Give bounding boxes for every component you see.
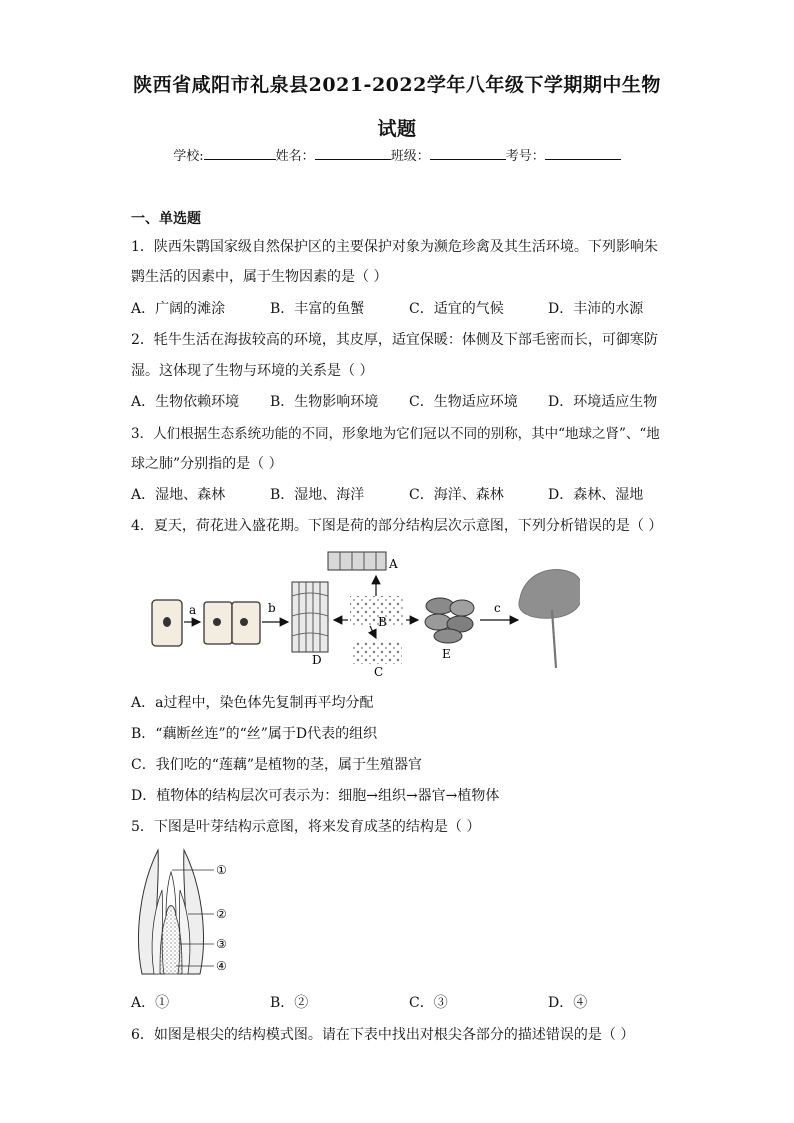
q5-option-c: C．③: [409, 995, 448, 1011]
arrow-to-c: [370, 626, 376, 638]
label-c-upper: C: [374, 665, 384, 679]
q5-option-a: A．①: [131, 995, 170, 1011]
name-label: 姓名：: [275, 149, 315, 164]
tissue-c-drawing: [352, 642, 402, 664]
school-blank: [204, 147, 276, 160]
q2-option-a: A．生物依赖环境: [131, 394, 240, 410]
label-b-upper: B: [378, 615, 387, 629]
label-c: c: [494, 601, 501, 615]
q2-option-d: D．环境适应生物: [548, 394, 658, 410]
q5-stem: 5．下图是叶芽结构示意图，将来发育成茎的结构是（ ）: [131, 819, 481, 835]
q2-option-c: C．生物适应环境: [409, 394, 518, 410]
q1-stem-line1: 1．陕西朱鹮国家级自然保护区的主要保护对象为濒危珍禽及其生活环境。下列影响朱: [131, 239, 658, 255]
q4-stem: 4．夏天，荷花进入盛花期。下图是荷的部分结构层次示意图，下列分析错误的是（ ）: [131, 518, 663, 534]
label-a: a: [189, 603, 197, 617]
label-b: b: [268, 601, 276, 615]
q2-stem-line1: 2．牦牛生活在海拔较高的环境，其皮厚，适宜保暖：体侧及下部毛密而长，可御寒防: [131, 332, 658, 348]
divided-cells-drawing: [204, 602, 260, 644]
exam-title-line1: 陕西省咸阳市礼泉县2021-2022学年八年级下学期期中生物: [133, 74, 661, 96]
q5-option-b: B．②: [270, 995, 309, 1011]
school-label: 学校:: [173, 149, 204, 164]
name-blank: [315, 147, 391, 160]
bud-label-4: ④: [216, 959, 227, 973]
q1-stem-line2: 鹮生活的因素中，属于生物因素的是（ ）: [131, 269, 388, 285]
q5-option-d: D．④: [548, 995, 588, 1011]
q3-stem-line1: 3．人们根据生态系统功能的不同，形象地为它们冠以不同的别称，其中“地球之肾”、“地: [131, 426, 660, 442]
q2-option-b: B．生物影响环境: [270, 394, 379, 410]
bud-label-1: ①: [216, 863, 227, 877]
exam-no-label: 考号：: [505, 149, 545, 164]
class-blank: [430, 147, 506, 160]
tissue-b-drawing: [350, 596, 404, 626]
q1-option-c: C．适宜的气候: [409, 301, 504, 317]
single-cell-drawing: [152, 600, 182, 646]
q4-option-d: D．植物体的结构层次可表示为：细胞→组织→器官→植物体: [131, 788, 500, 804]
organ-e-drawing: [425, 598, 474, 643]
q1-option-b: B．丰富的鱼蟹: [270, 301, 365, 317]
lotus-leaf-drawing: [519, 570, 580, 668]
label-d: D: [312, 653, 322, 667]
lotus-structure-figure: [140, 546, 580, 682]
section-heading: 一、单选题: [131, 211, 201, 227]
exam-no-blank: [545, 147, 621, 160]
q2-stem-line2: 湿。这体现了生物与环境的关系是（ ）: [131, 363, 374, 379]
q3-option-d: D．森林、湿地: [548, 487, 644, 503]
student-info-row: [0, 145, 794, 164]
leaf-bud-drawing: [139, 850, 204, 974]
q3-option-c: C．海洋、森林: [409, 487, 504, 503]
q1-option-a: A．广阔的滩涂: [131, 301, 226, 317]
bud-label-2: ②: [216, 907, 227, 921]
q3-stem-line2: 球之肺”分别指的是（ ）: [131, 456, 283, 472]
exam-title-line2: 试题: [377, 118, 417, 140]
q6-stem: 6．如图是根尖的结构模式图。请在下表中找出对根尖各部分的描述错误的是（ ）: [131, 1027, 635, 1043]
bud-label-3: ③: [216, 937, 227, 951]
tissue-d-drawing: [292, 582, 328, 652]
q1-option-d: D．丰沛的水源: [548, 301, 644, 317]
tissue-a-drawing: [328, 552, 386, 570]
q3-option-a: A．湿地、森林: [131, 487, 226, 503]
class-label: 班级：: [390, 149, 430, 164]
leaf-bud-figure: [130, 846, 250, 978]
label-a-upper: A: [389, 557, 398, 571]
label-e: E: [442, 647, 451, 661]
q4-option-c: C．我们吃的“莲藕”是植物的茎，属于生殖器官: [131, 757, 423, 773]
q3-option-b: B．湿地、海洋: [270, 487, 365, 503]
q4-option-a: A．a过程中，染色体先复制再平均分配: [131, 695, 374, 711]
q4-option-b: B．“藕断丝连”的“丝”属于D代表的组织: [131, 726, 378, 742]
